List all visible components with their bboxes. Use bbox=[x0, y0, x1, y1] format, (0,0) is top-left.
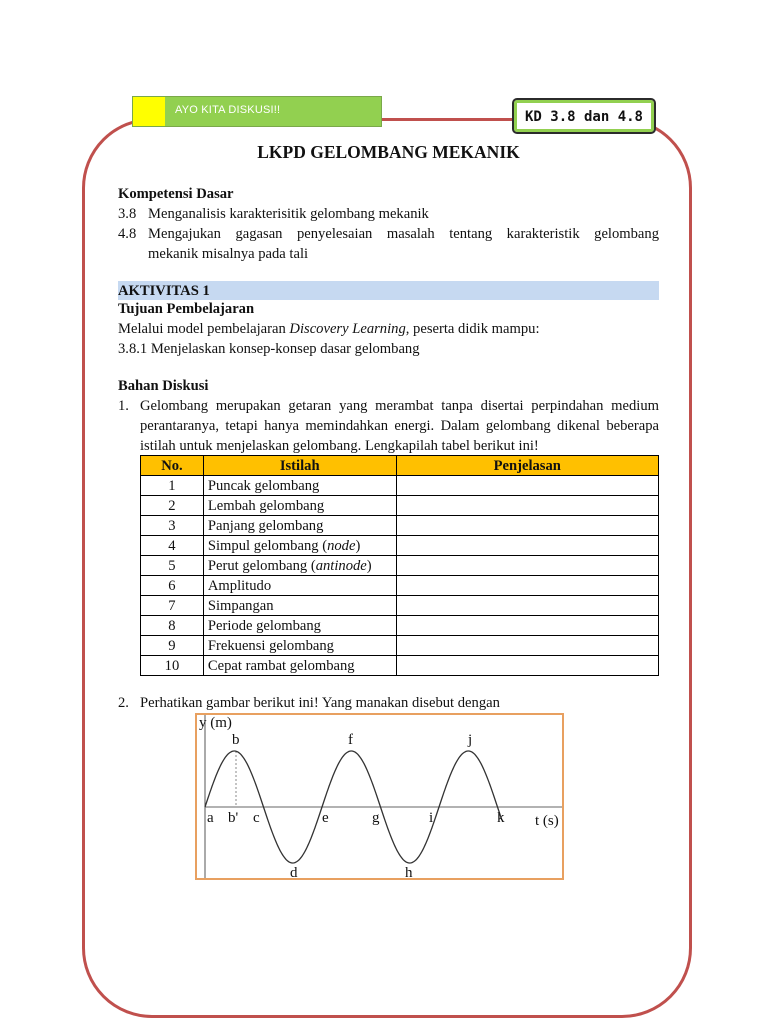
istilah-text: Lembah gelombang bbox=[207, 497, 325, 514]
tujuan-text-em: Discovery Learning bbox=[289, 321, 406, 337]
row-number: 9 bbox=[141, 636, 204, 656]
aktivitas-heading: AKTIVITAS 1 bbox=[118, 283, 210, 299]
question-1-num: 1. bbox=[118, 398, 129, 414]
tujuan-heading: Tujuan Pembelajaran bbox=[118, 301, 255, 317]
row-istilah bbox=[203, 556, 396, 576]
kompetensi-item-2 bbox=[118, 224, 659, 262]
banner-text: AYO KITA DISKUSI!! bbox=[175, 104, 281, 116]
istilah-italic-text: antinode bbox=[315, 557, 367, 574]
row-number: 2 bbox=[141, 496, 204, 516]
istilah-text: Perut gelombang ( bbox=[207, 557, 316, 574]
point-label-a: a bbox=[207, 810, 214, 826]
row-istilah bbox=[203, 476, 396, 496]
point-label-f: f bbox=[348, 732, 353, 748]
row-penjelasan-cell[interactable] bbox=[396, 516, 658, 536]
row-istilah bbox=[203, 516, 396, 536]
page-title: LKPD GELOMBANG MEKANIK bbox=[257, 142, 520, 162]
istilah-text: Frekuensi gelombang bbox=[207, 637, 334, 654]
row-penjelasan-cell[interactable] bbox=[396, 596, 658, 616]
table-header-row bbox=[141, 456, 659, 476]
table-row bbox=[141, 616, 659, 636]
banner-yellow-block bbox=[133, 97, 165, 126]
question-2-text: Perhatikan gambar berikut ini! Yang manakan disebut dengan bbox=[140, 695, 500, 711]
table-row bbox=[141, 556, 659, 576]
kompetensi-item-1 bbox=[118, 204, 659, 224]
question-1 bbox=[118, 396, 659, 454]
istilah-text: Puncak gelombang bbox=[207, 477, 320, 494]
tujuan-text bbox=[118, 319, 540, 339]
point-label-e: e bbox=[322, 810, 329, 826]
row-penjelasan-cell[interactable] bbox=[396, 556, 658, 576]
istilah-text-suffix: ) bbox=[366, 557, 372, 574]
row-istilah bbox=[203, 636, 396, 656]
question-1-line2: perantaranya, tetapi hanya memindahkan energi. Dalam gelombang dikenal beberapa bbox=[140, 418, 659, 434]
x-axis-label: t (s) bbox=[535, 813, 559, 829]
istilah-text: Periode gelombang bbox=[207, 617, 321, 634]
istilah-text: Panjang gelombang bbox=[207, 517, 324, 534]
table-row bbox=[141, 576, 659, 596]
column-header-no: No. bbox=[141, 456, 204, 476]
istilah-text: Simpangan bbox=[207, 597, 274, 614]
aktivitas-heading-bar bbox=[118, 281, 659, 300]
row-penjelasan-cell[interactable] bbox=[396, 476, 658, 496]
point-label-j: j bbox=[468, 732, 473, 748]
column-header-penjelasan: Penjelasan bbox=[396, 456, 658, 476]
row-number: 5 bbox=[141, 556, 204, 576]
point-label-h: h bbox=[405, 865, 413, 881]
row-istilah bbox=[203, 616, 396, 636]
table-row bbox=[141, 536, 659, 556]
row-istilah bbox=[203, 536, 396, 556]
row-number: 3 bbox=[141, 516, 204, 536]
row-istilah bbox=[203, 496, 396, 516]
column-header-istilah: Istilah bbox=[203, 456, 396, 476]
row-penjelasan-cell[interactable] bbox=[396, 536, 658, 556]
row-number: 8 bbox=[141, 616, 204, 636]
kompetensi-item-2-num: 4.8 bbox=[118, 226, 137, 242]
kompetensi-item-1-num: 3.8 bbox=[118, 206, 137, 222]
table-row bbox=[141, 496, 659, 516]
row-number: 4 bbox=[141, 536, 204, 556]
row-istilah bbox=[203, 576, 396, 596]
kompetensi-heading: Kompetensi Dasar bbox=[118, 186, 234, 202]
point-label-g: g bbox=[372, 810, 380, 826]
row-istilah bbox=[203, 596, 396, 616]
question-2-num: 2. bbox=[118, 695, 129, 711]
terms-table bbox=[140, 455, 659, 676]
kompetensi-item-1-text: Menganalisis karakterisitik gelombang mekanik bbox=[148, 206, 429, 222]
y-axis-label: y (m) bbox=[199, 715, 232, 731]
header-banner bbox=[132, 96, 382, 127]
table-row bbox=[141, 656, 659, 676]
row-penjelasan-cell[interactable] bbox=[396, 496, 658, 516]
bahan-heading: Bahan Diskusi bbox=[118, 378, 209, 394]
kd-badge-text: KD 3.8 dan 4.8 bbox=[524, 109, 643, 125]
point-label-b-prime: b' bbox=[228, 810, 239, 826]
tujuan-text-post: , peserta didik mampu: bbox=[405, 321, 540, 337]
row-penjelasan-cell[interactable] bbox=[396, 656, 658, 676]
row-number: 1 bbox=[141, 476, 204, 496]
row-penjelasan-cell[interactable] bbox=[396, 576, 658, 596]
kd-badge bbox=[512, 98, 656, 134]
row-number: 10 bbox=[141, 656, 204, 676]
question-1-line1: Gelombang merupakan getaran yang merambat tanpa disertai perpindahan medium bbox=[140, 398, 659, 414]
istilah-italic-text: node bbox=[327, 537, 356, 554]
istilah-text: Amplitudo bbox=[207, 577, 272, 594]
question-1-line3: istilah untuk menjelaskan gelombang. Lengkapilah tabel berikut ini! bbox=[140, 438, 539, 454]
tujuan-text-pre: Melalui model pembelajaran bbox=[118, 321, 290, 337]
kompetensi-item-2-line1: Mengajukan gagasan penyelesaian masalah tentang karakteristik gelombang bbox=[148, 226, 659, 242]
istilah-text: Simpul gelombang ( bbox=[207, 537, 328, 554]
table-row bbox=[141, 476, 659, 496]
point-label-k: k bbox=[497, 810, 505, 826]
table-row bbox=[141, 596, 659, 616]
question-2 bbox=[118, 693, 659, 713]
row-penjelasan-cell[interactable] bbox=[396, 616, 658, 636]
kompetensi-item-2-line2: mekanik misalnya pada tali bbox=[148, 246, 309, 262]
point-label-c: c bbox=[253, 810, 260, 826]
row-penjelasan-cell[interactable] bbox=[396, 636, 658, 656]
table-row bbox=[141, 516, 659, 536]
istilah-text: Cepat rambat gelombang bbox=[207, 657, 355, 674]
table-row bbox=[141, 636, 659, 656]
point-label-d: d bbox=[290, 865, 298, 881]
row-istilah bbox=[203, 656, 396, 676]
istilah-text-suffix: ) bbox=[355, 537, 361, 554]
point-label-i: i bbox=[429, 810, 434, 826]
indikator-text: 3.8.1 Menjelaskan konsep-konsep dasar gelombang bbox=[118, 341, 420, 357]
row-number: 7 bbox=[141, 596, 204, 616]
row-number: 6 bbox=[141, 576, 204, 596]
wave-graph bbox=[197, 715, 562, 878]
point-label-b: b bbox=[232, 732, 240, 748]
wave-graph-frame bbox=[195, 713, 564, 880]
